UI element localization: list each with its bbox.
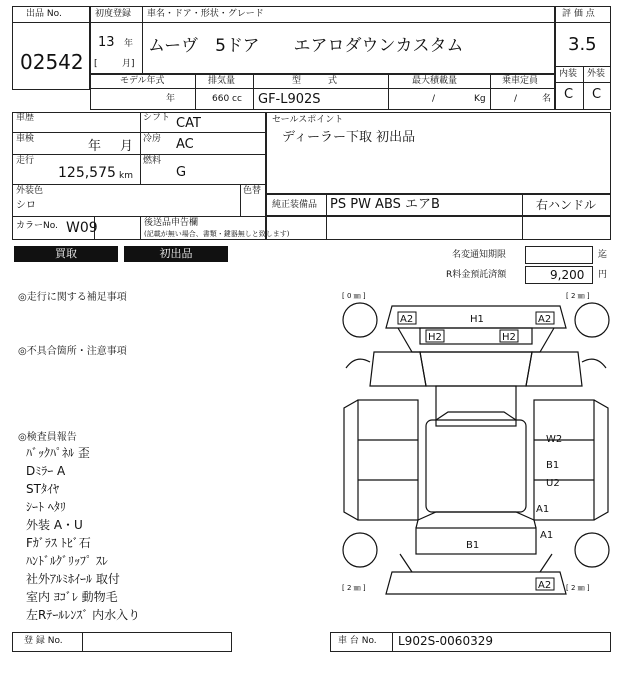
recycle-value: 9,200 (550, 268, 585, 282)
inspection-label: 車検 (16, 134, 35, 144)
lot-number: 02542 (20, 50, 84, 74)
mark-right-quarter-2: A1 (540, 530, 554, 541)
car-name: ムーヴ 5ドア エアロダウンカスタム (148, 36, 464, 56)
car-damage-diagram (340, 290, 612, 624)
ac-value: AC (176, 137, 194, 152)
equipment-value: PS PW ABS エアB (330, 197, 440, 212)
model-year-unit: 年 (166, 94, 176, 104)
car-name-label: 車名・ドア・形状・グレード (147, 9, 264, 19)
recycle-unit: 円 (598, 270, 608, 280)
color-value: シロ (16, 200, 36, 211)
equipment-label: 純正装備品 (272, 200, 318, 210)
inspector-line: ｼｰﾄ ﾍﾀﾘ (26, 500, 66, 514)
sales-point-value: ディーラー下取 初出品 (282, 130, 416, 145)
blank-row-box (266, 216, 611, 240)
shift-value: CAT (176, 116, 201, 131)
mark-hood-left: H2 (428, 332, 442, 343)
color-label: 外装色 (16, 186, 44, 196)
capacity-unit: 名 (542, 94, 552, 104)
displacement-value: 660 cc (212, 94, 242, 104)
color-no-value: W09 (66, 220, 98, 236)
inspection-month: 月 (120, 139, 134, 154)
exterior-label: 外装 (587, 69, 606, 79)
score-label: 評 価 点 (562, 9, 595, 19)
inspector-line: STﾀｲﾔ (26, 482, 59, 496)
mark-front-bumper-left: A2 (400, 314, 414, 325)
type-value: GF-L902S (258, 92, 321, 107)
month-unit: 月] (122, 59, 135, 69)
mark-rear-bumper: A2 (538, 580, 552, 591)
driving-remarks-label: ◎走行に関する補足事項 (18, 292, 127, 303)
name-change-unit: 迄 (598, 250, 608, 260)
inspection-year: 年 (88, 139, 102, 154)
inspector-line: 社外ｱﾙﾐﾎｲｰﾙ 取付 (26, 572, 120, 586)
history-label: 車歴 (16, 113, 35, 123)
exterior-grade: C (592, 87, 602, 102)
max-load-unit: Kg (474, 94, 486, 104)
mark-right-front-door: W2 (546, 434, 563, 445)
inspector-line: 左Rﾃｰﾙﾚﾝｽﾞ 内水入り (26, 608, 141, 622)
max-load-sep: / (432, 94, 436, 104)
tire-depth-front-right: [ 2 ㎜ ] (566, 292, 590, 300)
inspector-line: ﾊﾝﾄﾞﾙｸﾞﾘｯﾌﾟ ｽﾚ (26, 554, 108, 568)
reg-no-label: 登 録 No. (24, 636, 63, 646)
interior-grade: C (564, 87, 574, 102)
inspector-line: Dﾐﾗｰ A (26, 464, 66, 478)
recycle-label: R料金預託済額 (446, 270, 507, 280)
max-load-label: 最大積載量 (412, 76, 458, 86)
displacement-label: 排気量 (208, 76, 236, 86)
type-label: 型 式 (292, 76, 338, 86)
post-doc-label: 後送品申告欄 (144, 218, 199, 228)
fuel-label: 燃料 (143, 156, 162, 166)
mark-front-bumper-right: A2 (538, 314, 552, 325)
chassis-label: 車 台 No. (338, 636, 377, 646)
mark-right-quarter-1: A1 (536, 504, 550, 515)
color-no-label: カラーNo. (16, 221, 58, 231)
inspector-line: 室内 ﾖｺﾞﾚ 動物毛 (26, 590, 118, 604)
capacity-sep: / (514, 94, 518, 104)
capacity-label: 乗車定員 (502, 76, 539, 86)
mileage-unit: km (119, 171, 133, 181)
mileage-label: 走行 (16, 156, 35, 166)
year-unit: 年 (124, 39, 134, 49)
score-value: 3.5 (568, 34, 597, 55)
name-change-field (525, 246, 593, 264)
mark-front-bumper-center: H1 (470, 314, 484, 325)
first-reg-year: 13 (98, 35, 115, 50)
inspector-line: 外装 A・U (26, 518, 83, 532)
sales-point-label: セールスポイント (272, 115, 344, 125)
color-change-label: 色替 (243, 186, 262, 196)
defects-label: ◎不具合箇所・注意事項 (18, 346, 127, 357)
post-doc-note: (記載が無い場合、書類・鍵器無しと致します) (144, 230, 290, 238)
name-change-label: 名変通知期限 (452, 250, 507, 260)
mark-hood-right: H2 (502, 332, 516, 343)
steering-value: 右ハンドル (536, 198, 597, 212)
tire-depth-rear-right: [ 2 ㎜ ] (566, 584, 590, 592)
tire-depth-rear-left: [ 2 ㎜ ] (342, 584, 366, 592)
inspector-line: ﾊﾞｯｸﾊﾟﾈﾙ 歪 (26, 446, 90, 460)
model-year-label: モデル年式 (120, 76, 165, 86)
inspector-line: Fｶﾞﾗｽ ﾄﾋﾞ石 (26, 536, 91, 550)
mark-right-rear-door-2: U2 (546, 478, 560, 489)
first-listing-tag: 初出品 (124, 246, 228, 262)
inspector-label: ◎検査員報告 (18, 432, 77, 443)
lot-label: 出品 No. (26, 9, 62, 19)
mileage-value: 125,575 (58, 165, 116, 181)
chassis-value: L902S-0060329 (398, 634, 493, 648)
mark-right-rear-door-1: B1 (546, 460, 560, 471)
tire-depth-front-left: [ 0 ㎜ ] (342, 292, 366, 300)
month-bracket: [ (94, 59, 98, 69)
shift-label: シフト (143, 113, 171, 123)
fuel-value: G (176, 165, 187, 180)
first-reg-label: 初度登録 (95, 9, 132, 19)
mark-back-door: B1 (466, 540, 480, 551)
purchase-tag: 買取 (14, 246, 118, 262)
ac-label: 冷房 (143, 134, 162, 144)
interior-label: 内装 (559, 69, 578, 79)
